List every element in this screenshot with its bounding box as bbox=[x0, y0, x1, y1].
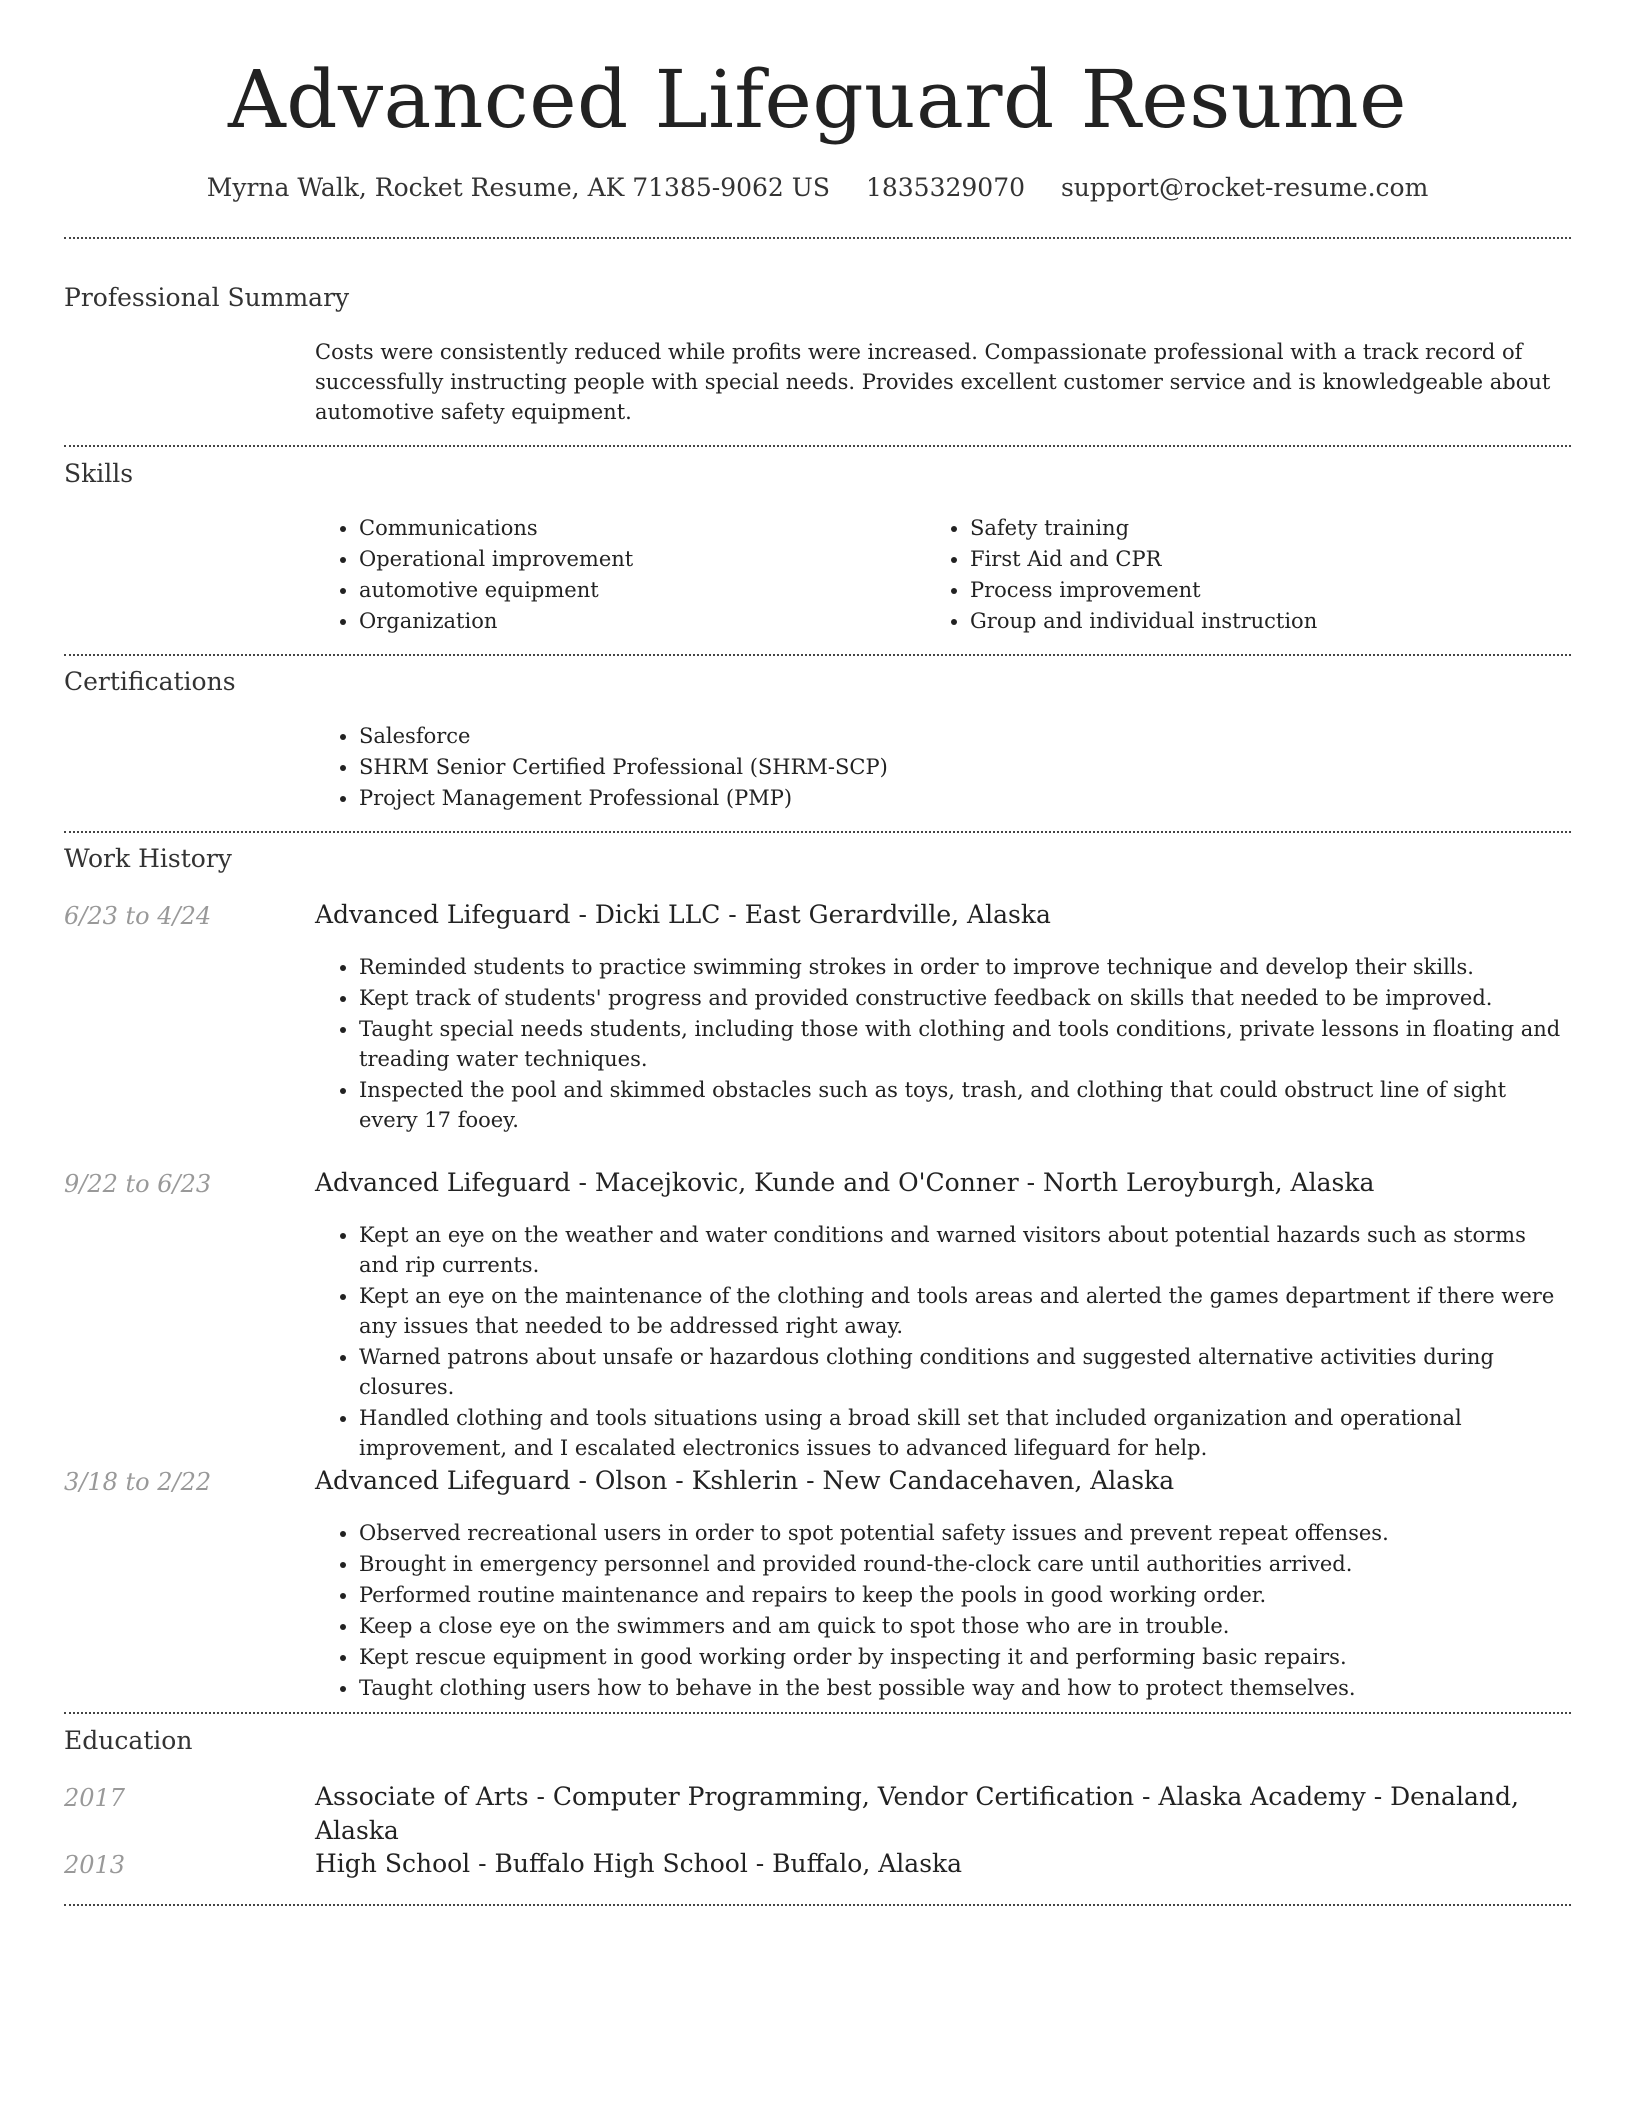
job-bullet: • Kept an eye on the maintenance of the clothing and tools areas and alerted the games department if there were any issues that needed to be addressed right away. bbox=[359, 1281, 1571, 1341]
certifications-list bbox=[315, 721, 1559, 814]
contact-email: support@rocket-resume.com bbox=[1060, 173, 1429, 202]
skill-item: • Group and individual instruction bbox=[970, 606, 1590, 636]
divider bbox=[64, 445, 1571, 447]
skill-item: • Safety training bbox=[970, 513, 1590, 543]
job-bullet: • Kept rescue equipment in good working order by inspecting it and performing basic repairs. bbox=[359, 1642, 1571, 1672]
certification-item: • Salesforce bbox=[359, 721, 1559, 751]
job-title: Advanced Lifeguard - Macejkovic, Kunde and O'Conner - North Leroyburgh, Alaska bbox=[315, 1168, 1375, 1197]
job-title: Advanced Lifeguard - Olson - Kshlerin - New Candacehaven, Alaska bbox=[315, 1466, 1175, 1495]
resume-title: Advanced Lifeguard Resume bbox=[227, 53, 1408, 146]
education-year: 2017 bbox=[64, 1784, 126, 1812]
divider bbox=[64, 237, 1571, 239]
education-year: 2013 bbox=[64, 1851, 126, 1879]
contact-address: Myrna Walk, Rocket Resume, AK 71385-9062 US bbox=[206, 173, 830, 202]
job-title: Advanced Lifeguard - Dicki LLC - East Gerardville, Alaska bbox=[315, 900, 1051, 929]
education-entry: Associate of Arts - Computer Programming, Vendor Certification - Alaska Academy - Denaland, Alaska bbox=[315, 1782, 1519, 1845]
job-bullet: • Performed routine maintenance and repairs to keep the pools in good working order. bbox=[359, 1580, 1571, 1610]
skill-item: • Communications bbox=[359, 513, 919, 543]
certification-item: • SHRM Senior Certified Professional (SHRM-SCP) bbox=[359, 752, 1559, 782]
divider bbox=[64, 1712, 1571, 1714]
job-bullet: • Kept track of students' progress and provided constructive feedback on skills that needed to be improved. bbox=[359, 983, 1571, 1013]
job-bullet: • Inspected the pool and skimmed obstacles such as toys, trash, and clothing that could obstruct line of sight every 17 fooey. bbox=[359, 1075, 1571, 1135]
job-dates: 6/23 to 4/24 bbox=[64, 902, 212, 930]
job-bullet: • Kept an eye on the weather and water conditions and warned visitors about potential hazards such as storms and rip currents. bbox=[359, 1220, 1571, 1280]
divider bbox=[64, 1904, 1571, 1906]
job-dates: 3/18 to 2/22 bbox=[64, 1468, 212, 1496]
job-bullet: • Reminded students to practice swimming strokes in order to improve technique and develop their skills. bbox=[359, 952, 1571, 982]
work-history-heading: Work History bbox=[64, 844, 232, 873]
education-entry: High School - Buffalo High School - Buffalo, Alaska bbox=[315, 1849, 963, 1878]
skill-item: • Operational improvement bbox=[359, 544, 919, 574]
skills-list-left bbox=[315, 513, 919, 637]
job-bullet: • Warned patrons about unsafe or hazardous clothing conditions and suggested alternative activities during closures. bbox=[359, 1342, 1571, 1402]
divider bbox=[64, 654, 1571, 656]
certifications-heading: Certifications bbox=[64, 667, 236, 696]
job-bullet: • Brought in emergency personnel and provided round-the-clock care until authorities arrived. bbox=[359, 1549, 1571, 1579]
summary-heading: Professional Summary bbox=[64, 283, 350, 312]
job-bullet: • Taught clothing users how to behave in the best possible way and how to protect themselves. bbox=[359, 1673, 1571, 1703]
skills-list-right bbox=[926, 513, 1590, 637]
education-heading: Education bbox=[64, 1726, 193, 1755]
job-bullet: • Handled clothing and tools situations using a broad skill set that included organization and operational improvement, and I escalated electronics issues to advanced lifeguard for help. bbox=[359, 1403, 1571, 1463]
divider bbox=[64, 831, 1571, 833]
job-bullets bbox=[315, 952, 1571, 1136]
skills-heading: Skills bbox=[64, 459, 134, 488]
summary-text: Costs were consistently reduced while profits were increased. Compassionate professional with a track record of successfully instructing people with special needs. Provides excellent customer service and is knowledgeable about automotive safety equipment. bbox=[315, 340, 1551, 424]
skill-item: • Process improvement bbox=[970, 575, 1590, 605]
contact-phone: 1835329070 bbox=[865, 173, 1026, 202]
certification-item: • Project Management Professional (PMP) bbox=[359, 783, 1559, 813]
job-bullet: • Observed recreational users in order to spot potential safety issues and prevent repeat offenses. bbox=[359, 1518, 1571, 1548]
job-dates: 9/22 to 6/23 bbox=[64, 1170, 212, 1198]
skill-item: • automotive equipment bbox=[359, 575, 919, 605]
skill-item: • First Aid and CPR bbox=[970, 544, 1590, 574]
job-bullet: • Keep a close eye on the swimmers and am quick to spot those who are in trouble. bbox=[359, 1611, 1571, 1641]
job-bullets bbox=[315, 1518, 1571, 1704]
job-bullet: • Taught special needs students, including those with clothing and tools conditions, private lessons in floating and treading water techniques. bbox=[359, 1014, 1571, 1074]
job-bullets bbox=[315, 1220, 1571, 1464]
skill-item: • Organization bbox=[359, 606, 919, 636]
contact-line bbox=[64, 171, 1571, 205]
